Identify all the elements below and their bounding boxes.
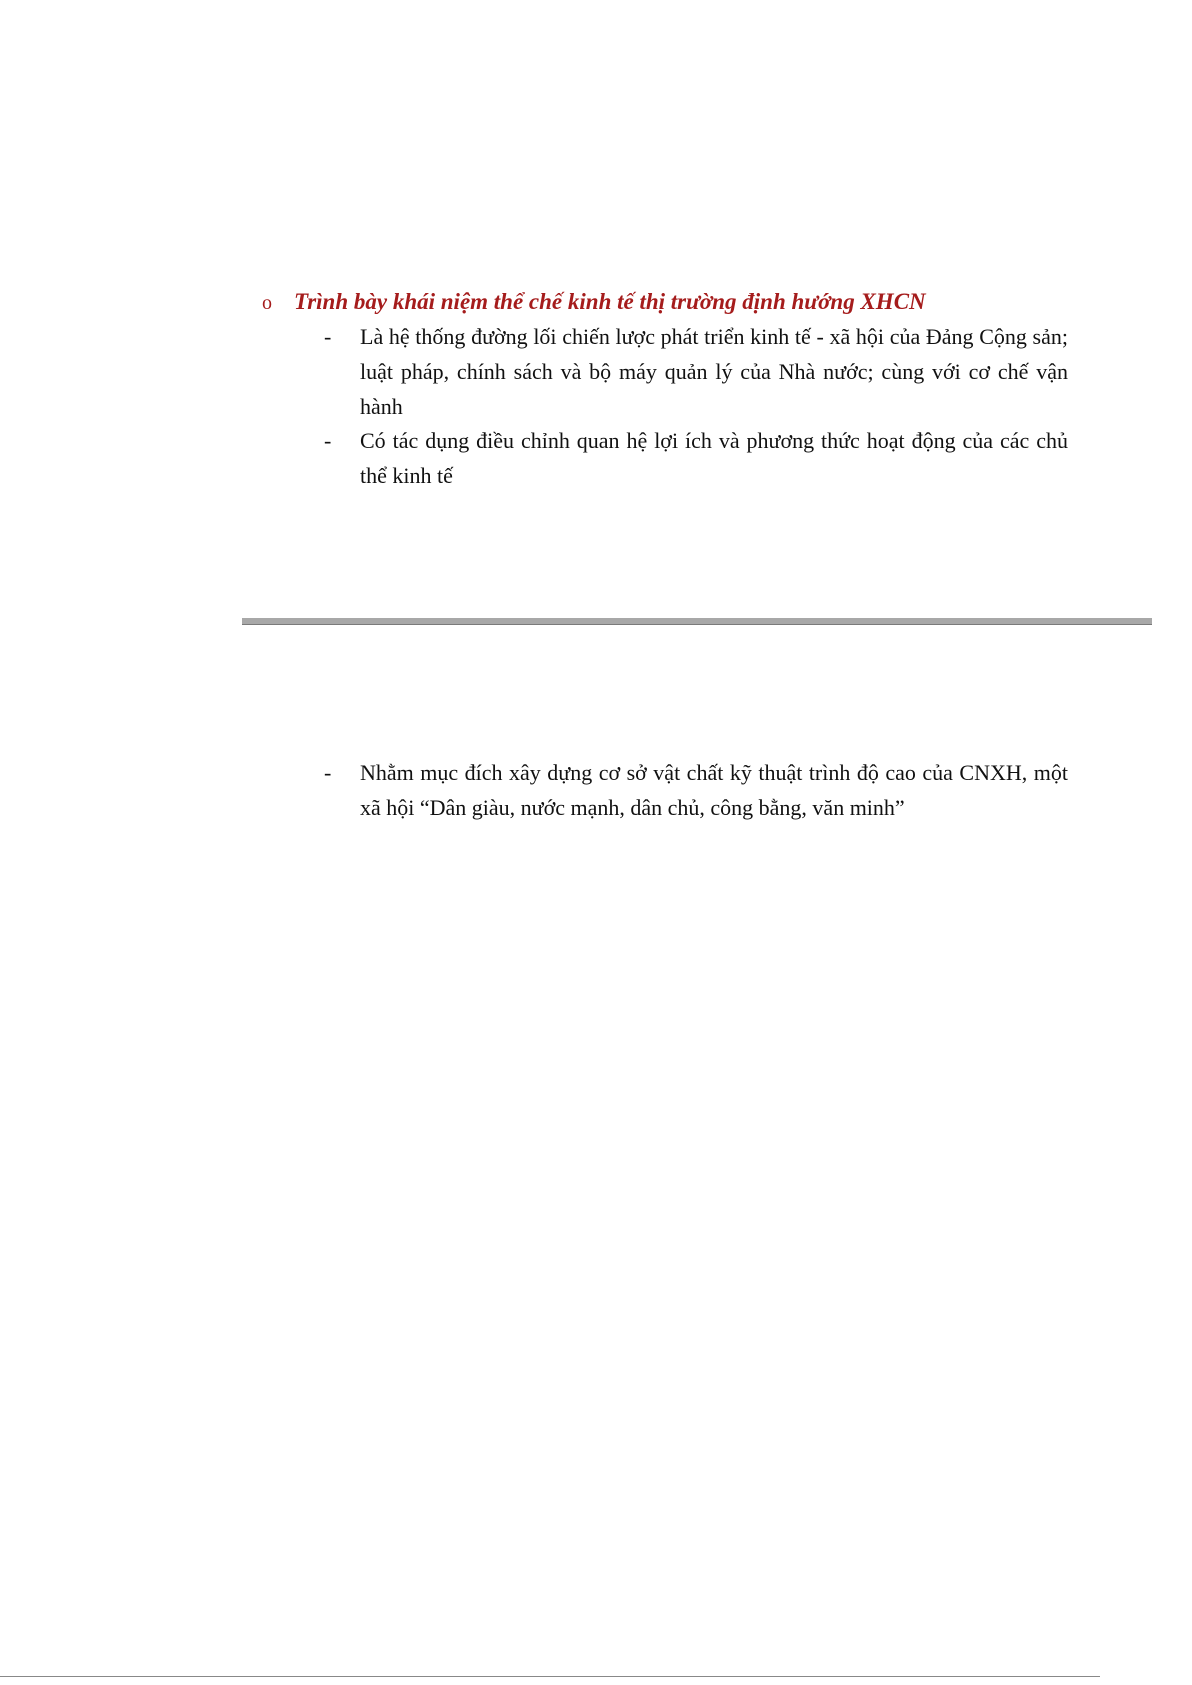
circle-bullet-marker: o [262, 292, 272, 314]
dash-bullet-marker: - [324, 760, 332, 785]
list-item [324, 755, 1068, 825]
list-item [324, 319, 1068, 424]
section-heading-text: Trình bày khái niệm thể chế kinh tế thị trường định hướng XHCN [294, 289, 926, 314]
dash-bullet-marker: - [324, 324, 332, 349]
list-item [324, 423, 1068, 493]
list-item-text: Nhằm mục đích xây dựng cơ sở vật chất kỹ thuật trình độ cao của CNXH, một xã hội “Dân giàu, nước mạnh, dân chủ, công bằng, văn minh” [360, 760, 1068, 820]
horizontal-divider [242, 618, 1152, 625]
section-heading [262, 287, 1062, 318]
list-item-text: Có tác dụng điều chỉnh quan hệ lợi ích và phương thức hoạt động của các chủ thể kinh tế [360, 428, 1068, 488]
dash-bullet-marker: - [324, 428, 332, 453]
page-bottom-rule [0, 1676, 1100, 1677]
list-item-text: Là hệ thống đường lối chiến lược phát triển kinh tế - xã hội của Đảng Cộng sản; luật pháp, chính sách và bộ máy quản lý của Nhà nước; cùng với cơ chế vận hành [360, 324, 1068, 419]
